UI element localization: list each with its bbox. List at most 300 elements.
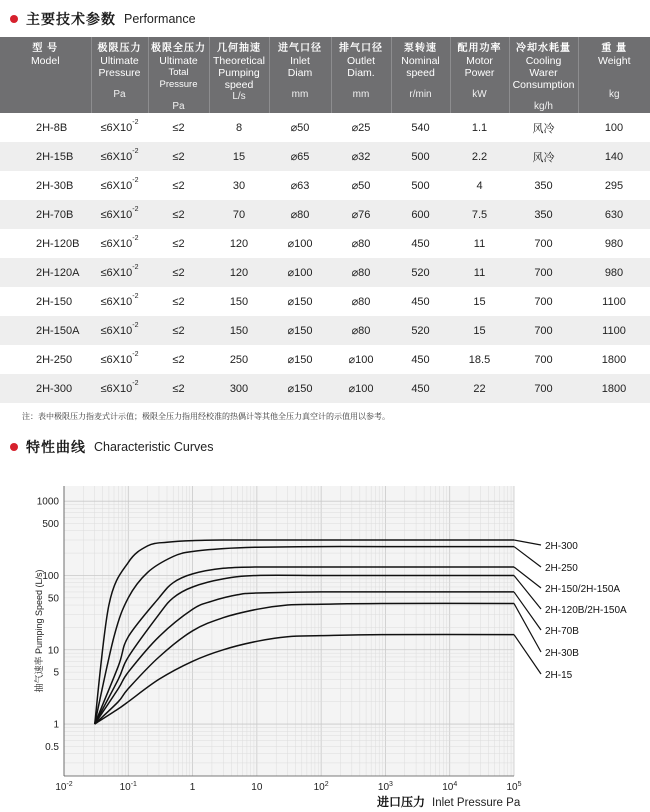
table-cell bbox=[209, 345, 269, 374]
cell-value: ≤6X10 bbox=[100, 121, 133, 134]
column-header-cn: 排气口径 bbox=[339, 43, 383, 54]
table-cell bbox=[269, 258, 331, 287]
column-header bbox=[269, 37, 331, 113]
cell-value: ⌀100 bbox=[348, 383, 374, 395]
cell-value: ≤6X10 bbox=[100, 266, 133, 279]
y-tick-label: 5 bbox=[53, 667, 59, 679]
cell-value: 2H-150 bbox=[36, 295, 73, 308]
table-cell bbox=[509, 200, 578, 229]
cell-value: 7.5 bbox=[471, 208, 488, 221]
cell-value: ⌀80 bbox=[351, 238, 371, 250]
cell-value: ≤2 bbox=[172, 295, 185, 308]
table-cell bbox=[209, 229, 269, 258]
cell-value: 140 bbox=[604, 150, 624, 163]
table-cell bbox=[509, 374, 578, 403]
column-header-en: Weight bbox=[598, 55, 631, 67]
column-header-cn: 重 量 bbox=[601, 43, 628, 54]
table-cell bbox=[209, 171, 269, 200]
cell-value: ⌀80 bbox=[290, 209, 310, 221]
table-cell bbox=[391, 171, 450, 200]
x-tick-base: 10 bbox=[313, 782, 325, 793]
table-row bbox=[0, 113, 650, 142]
cell-value: ⌀100 bbox=[287, 238, 313, 250]
cell-value: ≤6X10 bbox=[100, 208, 133, 221]
cell-value: 11 bbox=[473, 266, 486, 279]
cell-value: ⌀65 bbox=[290, 151, 310, 163]
x-tick-exponent: 3 bbox=[389, 781, 393, 788]
table-row bbox=[0, 374, 650, 403]
cell-value: 600 bbox=[411, 208, 430, 221]
cell-value: 450 bbox=[411, 353, 430, 366]
y-tick-label: 100 bbox=[42, 570, 59, 582]
exponent: -2 bbox=[132, 205, 139, 213]
table-cell bbox=[209, 287, 269, 316]
x-tick-label bbox=[506, 781, 521, 793]
table-cell bbox=[391, 345, 450, 374]
cell-value: ≤6X10 bbox=[100, 150, 133, 163]
table-cell bbox=[148, 171, 209, 200]
table-cell bbox=[209, 316, 269, 345]
curve-leader-line bbox=[514, 567, 541, 588]
curve-leader-line bbox=[514, 547, 541, 567]
table-row bbox=[0, 142, 650, 171]
cell-value: ⌀100 bbox=[348, 354, 374, 366]
cell-value: ≤6X10 bbox=[100, 295, 133, 308]
table-cell bbox=[578, 374, 650, 403]
table-cell bbox=[331, 345, 391, 374]
table-cell bbox=[331, 200, 391, 229]
exponent: -2 bbox=[132, 321, 139, 329]
x-tick-exponent: -1 bbox=[130, 781, 137, 788]
y-axis-label: 抽气速率 Pumping Speed (L/s) bbox=[34, 569, 44, 693]
table-cell bbox=[0, 200, 91, 229]
cell-value: ⌀100 bbox=[287, 267, 313, 279]
table-row bbox=[0, 345, 650, 374]
cell-value: 8 bbox=[235, 121, 243, 134]
column-unit: r/min bbox=[409, 89, 432, 100]
table-cell bbox=[91, 374, 148, 403]
performance-title-en: Performance bbox=[124, 12, 196, 26]
table-cell bbox=[209, 374, 269, 403]
table-cell bbox=[509, 171, 578, 200]
x-tick-exponent: 2 bbox=[324, 781, 329, 788]
column-header-cn: 泵转速 bbox=[404, 43, 437, 54]
cell-value: 2H-30B bbox=[36, 179, 74, 192]
table-cell bbox=[91, 258, 148, 287]
column-header-en: speed bbox=[406, 67, 435, 79]
table-cell bbox=[578, 287, 650, 316]
column-unit: kg bbox=[608, 89, 620, 100]
cell-value: 520 bbox=[411, 324, 430, 337]
x-tick-base: 1 bbox=[189, 782, 196, 793]
column-header-cn: 极限压力 bbox=[97, 43, 142, 54]
table-cell bbox=[91, 200, 148, 229]
x-tick-base: 10 bbox=[251, 782, 263, 793]
table-cell bbox=[148, 229, 209, 258]
cell-value: ≤6X10 bbox=[100, 324, 133, 337]
table-cell bbox=[331, 287, 391, 316]
exponent: -2 bbox=[132, 147, 139, 155]
table-cell bbox=[148, 258, 209, 287]
x-tick-exponent: 5 bbox=[517, 781, 522, 788]
cell-value: 18.5 bbox=[468, 353, 491, 366]
cell-value: 300 bbox=[229, 382, 249, 395]
y-tick-label: 0.5 bbox=[45, 741, 59, 753]
cell-value: ⌀80 bbox=[351, 296, 371, 308]
cell-value: 295 bbox=[604, 179, 624, 192]
cell-value: ≤6X10 bbox=[100, 353, 133, 366]
curve-label: 2H-15 bbox=[545, 670, 573, 681]
curve-label: 2H-300 bbox=[545, 541, 578, 552]
table-header-row bbox=[0, 37, 650, 113]
x-tick-exponent: -2 bbox=[66, 781, 73, 788]
performance-title-cn: 主要技术参数 bbox=[26, 11, 116, 27]
column-header-en: Theoretical bbox=[213, 55, 265, 67]
table-cell bbox=[450, 258, 509, 287]
cell-value: 630 bbox=[604, 208, 624, 221]
table-cell bbox=[391, 142, 450, 171]
cell-value: 22 bbox=[473, 382, 486, 395]
cell-value: ⌀63 bbox=[290, 180, 310, 192]
cell-value: 15 bbox=[473, 324, 486, 337]
column-header-en: Ultimate bbox=[100, 55, 139, 67]
table-cell bbox=[331, 229, 391, 258]
cell-value: 4 bbox=[476, 179, 483, 192]
table-cell bbox=[509, 258, 578, 287]
cell-value: 30 bbox=[232, 179, 246, 192]
exponent: -2 bbox=[132, 379, 139, 387]
cell-value: 500 bbox=[411, 150, 430, 163]
table-cell bbox=[450, 142, 509, 171]
cell-value: 700 bbox=[534, 353, 553, 366]
table-cell bbox=[450, 374, 509, 403]
x-tick-base: 10 bbox=[119, 782, 131, 793]
cell-value: ≤2 bbox=[172, 150, 185, 163]
table-cell bbox=[269, 374, 331, 403]
cell-value: ⌀150 bbox=[287, 354, 313, 366]
cell-value: 风冷 bbox=[532, 151, 555, 164]
x-tick-base: 10 bbox=[55, 782, 67, 793]
x-tick-exponent: 4 bbox=[453, 781, 458, 788]
table-cell bbox=[391, 287, 450, 316]
cell-value: ≤6X10 bbox=[100, 237, 133, 250]
column-header-en: Pressure bbox=[98, 67, 141, 79]
column-header bbox=[0, 37, 91, 113]
cell-value: ≤2 bbox=[172, 382, 185, 395]
cell-value: 2H-120B bbox=[36, 237, 80, 250]
y-tick-label: 10 bbox=[47, 645, 59, 657]
column-header-en: Consumption bbox=[512, 79, 575, 91]
cell-value: ⌀50 bbox=[351, 180, 371, 192]
table-cell bbox=[509, 142, 578, 171]
table-row bbox=[0, 316, 650, 345]
table-cell bbox=[450, 345, 509, 374]
cell-value: ⌀76 bbox=[351, 209, 371, 221]
cell-value: 450 bbox=[411, 382, 430, 395]
column-header-cn: 配用功率 bbox=[457, 43, 502, 54]
table-cell bbox=[450, 287, 509, 316]
column-header-en: Cooling Warer bbox=[525, 55, 562, 79]
cell-value: 2H-150A bbox=[36, 324, 80, 337]
table-cell bbox=[269, 171, 331, 200]
column-unit: kW bbox=[472, 89, 487, 100]
table-cell bbox=[209, 258, 269, 287]
table-cell bbox=[148, 345, 209, 374]
table-cell bbox=[91, 345, 148, 374]
cell-value: 700 bbox=[534, 295, 553, 308]
x-tick-label bbox=[251, 782, 263, 793]
table-row bbox=[0, 287, 650, 316]
cell-value: ≤6X10 bbox=[100, 179, 133, 192]
table-cell bbox=[209, 200, 269, 229]
x-tick-label bbox=[442, 781, 457, 793]
column-unit: L/s bbox=[232, 91, 246, 102]
table-cell bbox=[578, 142, 650, 171]
exponent: -2 bbox=[132, 176, 139, 184]
curves-title-cn: 特性曲线 bbox=[26, 439, 86, 455]
exponent: -2 bbox=[132, 118, 139, 126]
column-unit: mm bbox=[352, 89, 370, 100]
performance-table bbox=[0, 37, 650, 403]
column-header-en: Outlet bbox=[346, 55, 375, 67]
column-header bbox=[391, 37, 450, 113]
cell-value: 350 bbox=[534, 179, 553, 192]
table-cell bbox=[0, 142, 91, 171]
column-header bbox=[209, 37, 269, 113]
table-row bbox=[0, 200, 650, 229]
cell-value: 70 bbox=[232, 208, 246, 221]
table-cell bbox=[148, 142, 209, 171]
cell-value: 2H-15B bbox=[36, 150, 74, 163]
table-note: 注：表中极限压力指麦式计示值；极限全压力指用经校准的热偶计等其他全压力真空计的示值用以参考。 bbox=[22, 412, 390, 421]
table-cell bbox=[269, 345, 331, 374]
cell-value: 120 bbox=[229, 237, 249, 250]
column-unit: kg/h bbox=[534, 101, 553, 112]
x-tick-label bbox=[378, 781, 393, 793]
cell-value: 2H-250 bbox=[36, 353, 73, 366]
cell-value: 1800 bbox=[601, 382, 627, 395]
table-cell bbox=[331, 171, 391, 200]
x-tick-label bbox=[55, 781, 72, 793]
table-cell bbox=[148, 287, 209, 316]
table-body bbox=[0, 113, 650, 403]
table-cell bbox=[450, 200, 509, 229]
cell-value: ≤6X10 bbox=[100, 382, 133, 395]
curve-labels bbox=[514, 540, 627, 681]
column-header bbox=[148, 37, 209, 113]
column-header-en: Model bbox=[30, 55, 60, 67]
table-cell bbox=[0, 374, 91, 403]
table-cell bbox=[0, 316, 91, 345]
table-cell bbox=[269, 316, 331, 345]
column-header bbox=[509, 37, 578, 113]
table-cell bbox=[0, 171, 91, 200]
column-header bbox=[450, 37, 509, 113]
cell-value: 15 bbox=[473, 295, 486, 308]
cell-value: 2H-300 bbox=[36, 382, 73, 395]
cell-value: 500 bbox=[411, 179, 430, 192]
curve-label: 2H-250 bbox=[545, 563, 578, 574]
cell-value: 150 bbox=[229, 324, 249, 337]
table-cell bbox=[578, 171, 650, 200]
cell-value: ≤2 bbox=[172, 324, 185, 337]
column-header-en: Inlet bbox=[290, 55, 310, 67]
cell-value: ≤2 bbox=[172, 237, 185, 250]
table-cell bbox=[91, 229, 148, 258]
table-cell bbox=[148, 200, 209, 229]
curve-leader-line bbox=[514, 540, 541, 545]
column-header-en: Total Pressure bbox=[159, 67, 198, 90]
cell-value: 150 bbox=[229, 295, 249, 308]
table-cell bbox=[578, 113, 650, 142]
cell-value: 1100 bbox=[602, 324, 626, 337]
column-unit: mm bbox=[291, 89, 309, 100]
cell-value: ⌀150 bbox=[287, 325, 313, 337]
table-cell bbox=[578, 229, 650, 258]
table-cell bbox=[509, 316, 578, 345]
table-cell bbox=[331, 258, 391, 287]
column-header bbox=[331, 37, 391, 113]
performance-heading bbox=[10, 9, 196, 29]
table-cell bbox=[450, 229, 509, 258]
cell-value: 980 bbox=[604, 237, 624, 250]
column-header bbox=[91, 37, 148, 113]
table-row bbox=[0, 258, 650, 287]
table-cell bbox=[450, 113, 509, 142]
x-axis-label-cn: 进口压力 bbox=[377, 795, 426, 809]
curve-label: 2H-120B/2H-150A bbox=[545, 605, 627, 616]
cell-value: 100 bbox=[604, 121, 624, 134]
table-cell bbox=[450, 171, 509, 200]
table-cell bbox=[450, 316, 509, 345]
y-tick-label: 1000 bbox=[36, 496, 59, 508]
column-header-en: Diam. bbox=[347, 67, 375, 79]
cell-value: ≤2 bbox=[172, 266, 185, 279]
table-cell bbox=[391, 258, 450, 287]
cell-value: 2H-120A bbox=[36, 266, 80, 279]
cell-value: ⌀25 bbox=[351, 122, 371, 134]
table-cell bbox=[0, 113, 91, 142]
table-cell bbox=[209, 113, 269, 142]
table-cell bbox=[91, 113, 148, 142]
column-header-cn: 极限全压力 bbox=[151, 43, 206, 54]
table-cell bbox=[0, 229, 91, 258]
cell-value: 980 bbox=[604, 266, 624, 279]
exponent: -2 bbox=[132, 234, 139, 242]
cell-value: 1.1 bbox=[471, 121, 488, 134]
table-cell bbox=[148, 374, 209, 403]
table-cell bbox=[578, 200, 650, 229]
table-cell bbox=[509, 229, 578, 258]
table-cell bbox=[91, 142, 148, 171]
cell-value: 450 bbox=[411, 295, 430, 308]
column-header-en: Pumping bbox=[218, 67, 260, 79]
y-tick-label: 50 bbox=[47, 593, 59, 605]
table-cell bbox=[0, 258, 91, 287]
cell-value: 风冷 bbox=[532, 122, 555, 135]
cell-value: ≤2 bbox=[172, 208, 185, 221]
cell-value: 250 bbox=[229, 353, 249, 366]
table-cell bbox=[391, 113, 450, 142]
column-header-cn: 型 号 bbox=[32, 43, 59, 54]
cell-value: ⌀32 bbox=[351, 151, 371, 163]
cell-value: 700 bbox=[534, 324, 553, 337]
cell-value: ≤2 bbox=[172, 179, 185, 192]
table-cell bbox=[509, 113, 578, 142]
table-cell bbox=[269, 200, 331, 229]
table-cell bbox=[0, 287, 91, 316]
cell-value: ⌀150 bbox=[287, 296, 313, 308]
x-axis-label-en: Inlet Pressure Pa bbox=[432, 797, 521, 809]
table-cell bbox=[331, 374, 391, 403]
curve-leader-line bbox=[514, 575, 541, 609]
table-cell bbox=[209, 142, 269, 171]
table-cell bbox=[0, 345, 91, 374]
red-bullet-icon bbox=[10, 15, 18, 23]
exponent: -2 bbox=[132, 292, 139, 300]
column-header-en: Ultimate bbox=[159, 55, 198, 67]
table-cell bbox=[91, 287, 148, 316]
cell-value: 520 bbox=[411, 266, 430, 279]
cell-value: ≤2 bbox=[172, 121, 185, 134]
table-cell bbox=[269, 142, 331, 171]
column-header-cn: 冷却水耗量 bbox=[516, 43, 571, 54]
table-cell bbox=[148, 113, 209, 142]
table-row bbox=[0, 171, 650, 200]
x-tick-label bbox=[190, 782, 196, 793]
cell-value: ⌀80 bbox=[351, 325, 371, 337]
cell-value: ⌀50 bbox=[290, 122, 310, 134]
table-cell bbox=[269, 287, 331, 316]
cell-value: 450 bbox=[411, 237, 430, 250]
cell-value: 700 bbox=[534, 266, 553, 279]
table-cell bbox=[391, 229, 450, 258]
table-cell bbox=[148, 316, 209, 345]
cell-value: 15 bbox=[232, 150, 246, 163]
table-cell bbox=[269, 229, 331, 258]
table-row bbox=[0, 229, 650, 258]
y-tick-label: 1 bbox=[53, 719, 59, 731]
table-cell bbox=[509, 287, 578, 316]
table-cell bbox=[391, 374, 450, 403]
cell-value: 350 bbox=[534, 208, 553, 221]
table-cell bbox=[509, 345, 578, 374]
table-cell bbox=[91, 171, 148, 200]
exponent: -2 bbox=[132, 350, 139, 358]
curves-heading bbox=[10, 437, 213, 457]
cell-value: 2H-70B bbox=[36, 208, 74, 221]
cell-value: 11 bbox=[473, 237, 486, 250]
cell-value: 1800 bbox=[601, 353, 627, 366]
cell-value: 540 bbox=[411, 121, 430, 134]
column-header-cn: 几何抽速 bbox=[217, 43, 261, 54]
column-header bbox=[578, 37, 650, 113]
table-cell bbox=[331, 142, 391, 171]
table-cell bbox=[391, 316, 450, 345]
curves-title-en: Characteristic Curves bbox=[94, 440, 214, 454]
cell-value: 700 bbox=[534, 237, 553, 250]
cell-value: ≤2 bbox=[172, 353, 185, 366]
column-header-cn: 进气口径 bbox=[278, 43, 322, 54]
table-cell bbox=[391, 200, 450, 229]
column-unit: Pa bbox=[172, 101, 185, 112]
column-header-en: Diam bbox=[287, 67, 313, 79]
exponent: -2 bbox=[132, 263, 139, 271]
table-cell bbox=[91, 316, 148, 345]
cell-value: 2H-8B bbox=[36, 121, 68, 134]
y-tick-label: 500 bbox=[42, 519, 59, 531]
table-cell bbox=[578, 345, 650, 374]
